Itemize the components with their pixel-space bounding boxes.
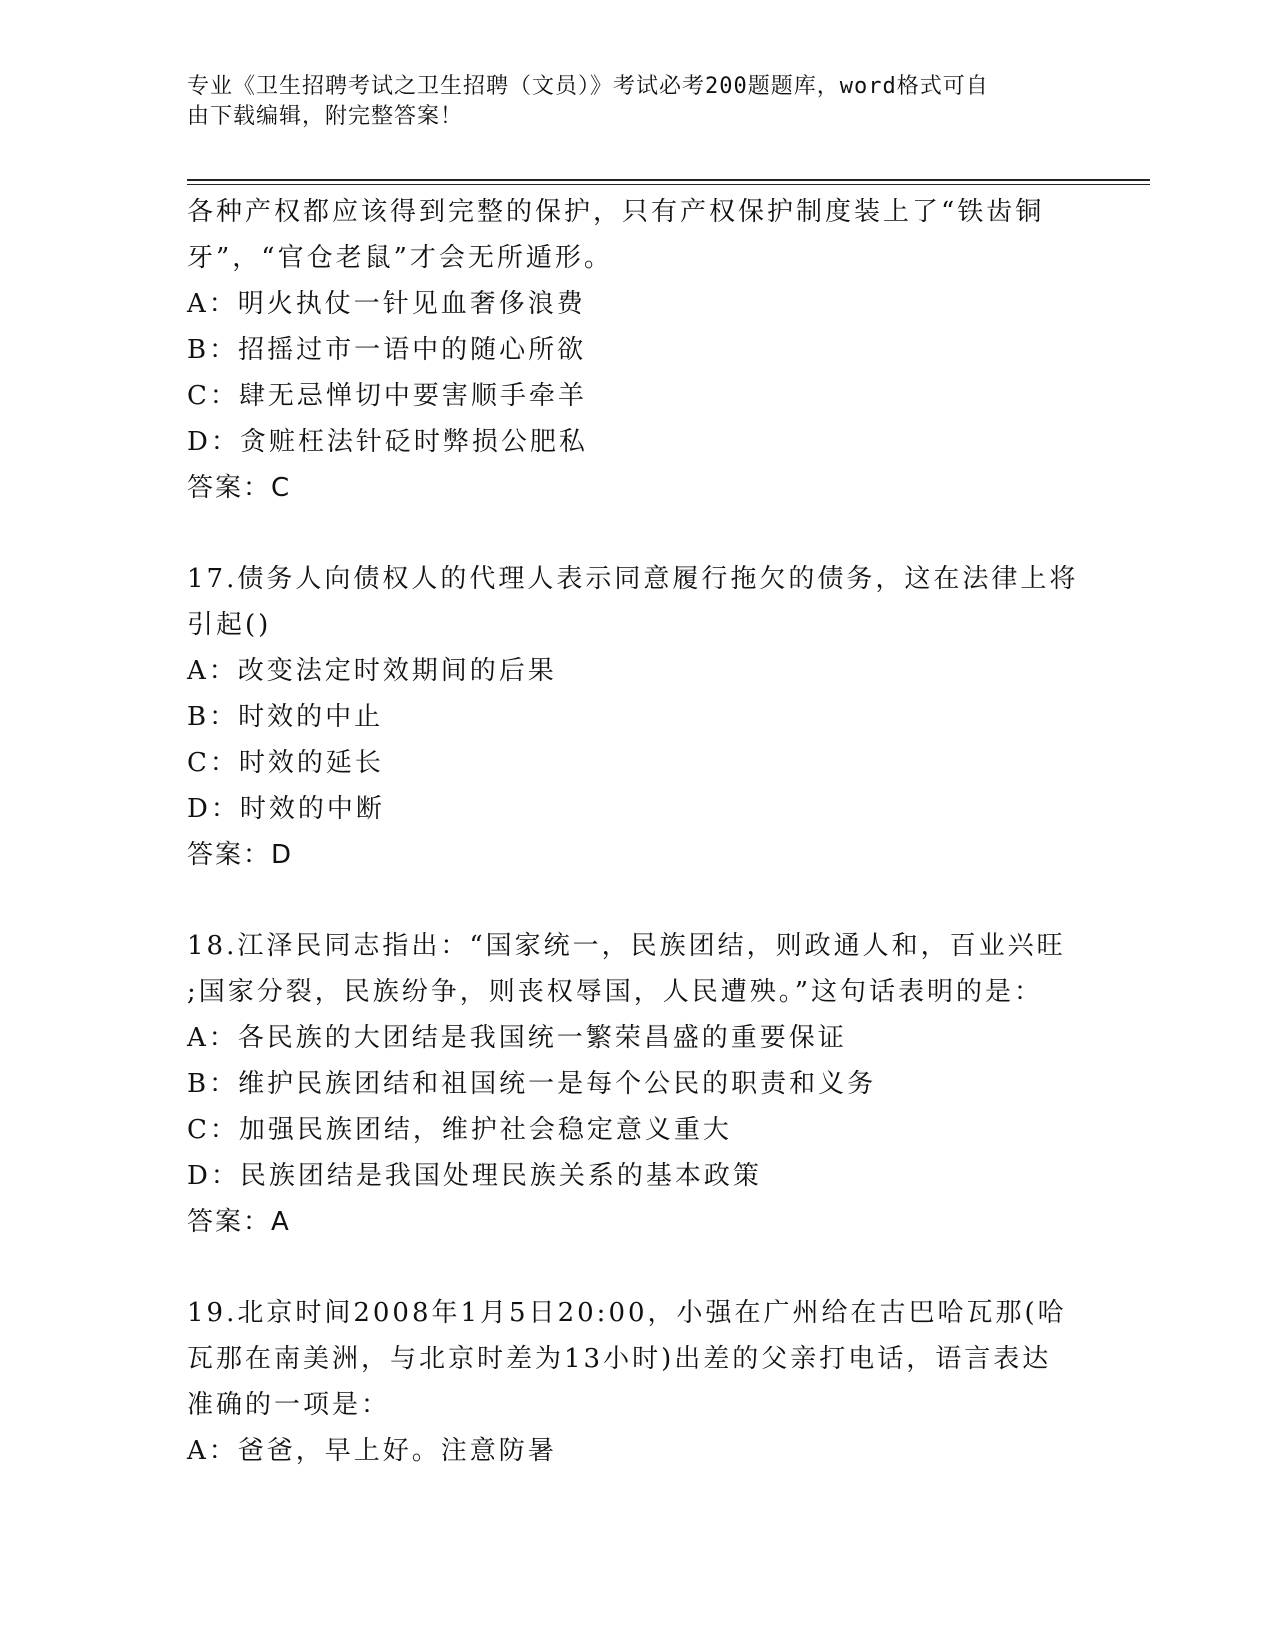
question-stem: 引起()	[187, 610, 272, 640]
option-b: B：招摇过市一语中的随心所欲	[187, 335, 587, 365]
question-list	[187, 189, 1087, 1474]
answer: 答案：A	[187, 1207, 291, 1237]
question-stem: 18.江泽民同志指出：“国家统一，民族团结，则政通人和，百业兴旺	[187, 931, 1066, 961]
question-stem: 17.债务人向债权人的代理人表示同意履行拖欠的债务，这在法律上将	[187, 564, 1079, 594]
header-line-1: 专业《卫生招聘考试之卫生招聘（文员）》考试必考200题题库，word格式可自	[187, 74, 989, 99]
option-b: B：时效的中止	[187, 702, 384, 732]
question-18	[187, 923, 1087, 1245]
question-17	[187, 556, 1087, 878]
document-header	[187, 72, 1067, 132]
question-stem: 准确的一项是：	[187, 1390, 391, 1420]
header-line-2: 由下载编辑，附完整答案！	[187, 104, 464, 129]
question-stem: 瓦那在南美洲，与北京时差为13小时)出差的父亲打电话，语言表达	[187, 1344, 1052, 1374]
option-d: D：民族团结是我国处理民族关系的基本政策	[187, 1161, 762, 1191]
header-divider-thin	[187, 184, 1150, 185]
option-a: A：改变法定时效期间的后果	[187, 656, 557, 686]
option-a: A：爸爸，早上好。注意防暑	[187, 1436, 557, 1466]
option-a: A：各民族的大团结是我国统一繁荣昌盛的重要保证	[187, 1023, 847, 1053]
question-stem: 19.北京时间2008年1月5日20:00，小强在广州给在古巴哈瓦那(哈	[187, 1298, 1067, 1328]
option-b: B：维护民族团结和祖国统一是每个公民的职责和义务	[187, 1069, 877, 1099]
option-c: C：时效的延长	[187, 748, 384, 778]
option-d: D：时效的中断	[187, 794, 385, 824]
header-divider	[187, 179, 1150, 181]
option-a: A：明火执仗一针见血奢侈浪费	[187, 289, 586, 319]
question-stem: 牙”，“官仓老鼠”才会无所遁形。	[187, 243, 613, 273]
question-19	[187, 1290, 1087, 1474]
option-c: C：肆无忌惮切中要害顺手牵羊	[187, 381, 587, 411]
option-c: C：加强民族团结，维护社会稳定意义重大	[187, 1115, 732, 1145]
question-stem: 各种产权都应该得到完整的保护，只有产权保护制度装上了“铁齿铜	[187, 197, 1045, 227]
question-16	[187, 189, 1087, 511]
option-d: D：贪赃枉法针砭时弊损公肥私	[187, 427, 588, 457]
answer: 答案：D	[187, 840, 294, 870]
answer: 答案：C	[187, 473, 292, 503]
question-stem: ;国家分裂，民族纷争，则丧权辱国，人民遭殃。”这句话表明的是：	[187, 977, 1044, 1007]
